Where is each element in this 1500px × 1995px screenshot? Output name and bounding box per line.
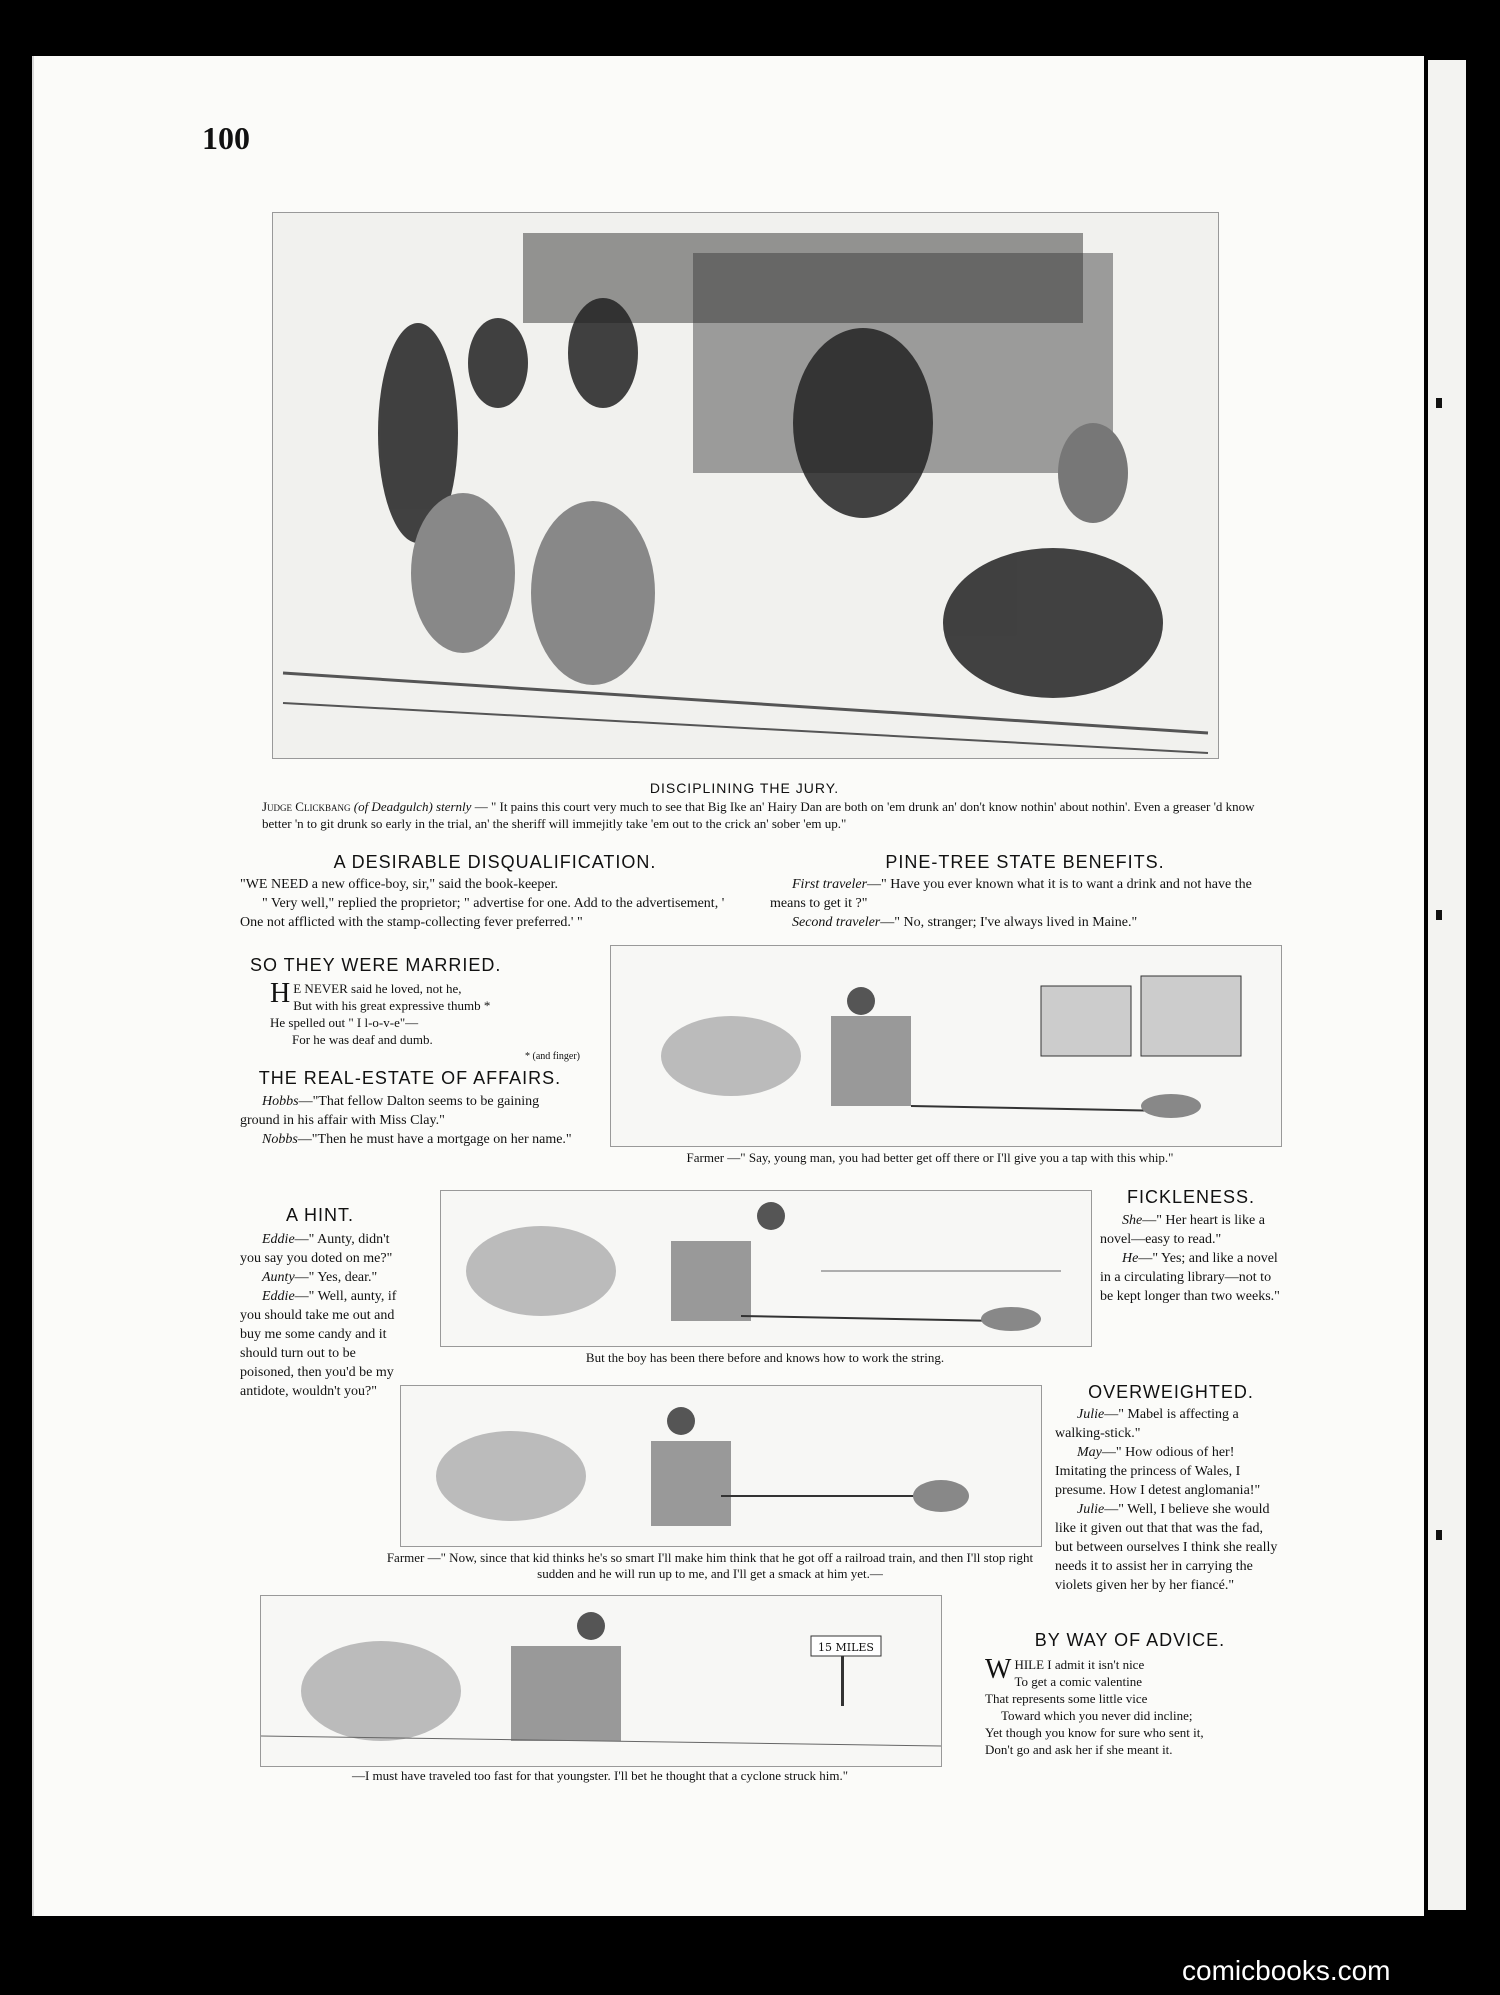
desirable-line2: " Very well," replied the proprietor; " advertise for one. Add to the advertisement, ' One not afflicted with the stamp-collecting fever preferred.' " [240,896,725,930]
comic-caption-3: Farmer —" Now, since that kid thinks he's so smart I'll make him think that he got off a railroad train, and then I'll stop right sudden and he will run up to me, and I'll get a smack at him yet.— [386,1550,1034,1581]
comic-caption-1: Farmer —" Say, young man, you had better get off there or I'll give you a tap with this whip." [686,1150,1174,1165]
page-number: 100 [202,120,250,156]
real-estate-speaker2: Nobbs [262,1132,298,1147]
advice-verse6: Don't go and ask her if she meant it. [985,1742,1173,1757]
hint-title: A HINT. [285,1205,354,1225]
advice-verse3: That represents some little vice [985,1691,1148,1706]
married-verse3: He spelled out " I l-o-v-e"— [270,1015,419,1030]
hint-speaker3: Eddie [262,1289,295,1304]
overweighted-body [1055,1405,1282,1595]
comic-panel-1 [610,945,1282,1147]
advice-title: BY WAY OF ADVICE. [1034,1630,1226,1650]
advice-verse5: Yet though you know for sure who sent it, [985,1725,1204,1740]
milestone-sign-text: 15 MILES [818,1641,874,1654]
hint-line3: —" Well, aunty, if you should take me out and buy me some candy and it should turn out to be poisoned, then you'd be my antidote, wouldn't you?" [240,1289,397,1399]
married-verse4: For he was deaf and dumb. [292,1032,433,1047]
married-title: SO THEY WERE MARRIED. [250,955,502,975]
real-estate-line2: —"Then he must have a mortgage on her name." [297,1132,572,1147]
jury-caption [262,798,1282,832]
advice-verse [985,1656,1285,1758]
desirable-line1: "WE NEED a new office-boy, sir," said the book-keeper. [240,877,558,892]
overweighted-speaker3: Julie [1077,1502,1105,1517]
married-dropcap: H [270,978,291,1009]
site-watermark: comicbooks.com [1182,1955,1391,1986]
advice-verse2: To get a comic valentine [1014,1674,1143,1689]
facing-page-edge [1428,60,1466,1910]
hint-line1: —" Aunty, didn't you say you doted on me?" [240,1232,393,1266]
real-estate-body [240,1092,580,1149]
real-estate-line1: —"That fellow Dalton seems to be gaining ground in his affair with Miss Clay." [240,1094,540,1128]
advice-verse1: HILE I admit it isn't nice [1014,1657,1145,1672]
caption-speaker: Judge Clickbang [262,799,351,814]
overweighted-title: OVERWEIGHTED. [1088,1382,1254,1402]
pine-body [770,875,1280,932]
desirable-body [240,875,750,932]
married-footnote: * (and finger) [525,1051,580,1062]
overweighted-line1: —" Mabel is affecting a walking-stick." [1055,1407,1239,1441]
hint-speaker2: Aunty [262,1270,295,1285]
fickleness-body [1100,1211,1282,1306]
overweighted-speaker2: May [1077,1445,1102,1460]
fickleness-speaker1: She [1122,1213,1143,1228]
comic-panel-2 [440,1190,1092,1347]
advice-verse4: Toward which you never did incline; [1001,1708,1193,1723]
caption-speaker-detail: (of Deadgulch) sternly [353,799,472,814]
fickleness-line2: —" Yes; and like a novel in a circulating library—not to be kept longer than two weeks." [1100,1251,1280,1304]
pine-speaker2: Second traveler [792,915,881,930]
comic-panel-4 [260,1595,942,1767]
comic-caption-2: But the boy has been there before and knows how to work the string. [585,1350,945,1365]
jury-illustration [272,212,1219,759]
jury-title: DISCIPLINING THE JURY. [649,780,840,796]
married-verse2: But with his great expressive thumb * [293,998,491,1013]
married-verse1: E NEVER said he loved, not he, [293,981,462,996]
fickleness-title: FICKLENESS. [1126,1187,1256,1207]
pine-speaker1: First traveler [792,877,868,892]
overweighted-speaker1: Julie [1077,1407,1105,1422]
fickleness-line1: —" Her heart is like a novel—easy to read." [1100,1213,1265,1247]
desirable-title: A DESIRABLE DISQUALIFICATION. [333,852,657,872]
hint-line2: —" Yes, dear." [294,1270,378,1285]
overweighted-line2: —" How odious of her! Imitating the princess of Wales, I presume. How I detest anglomania!" [1055,1445,1261,1498]
fickleness-speaker2: He [1122,1251,1139,1266]
pine-line1: —" Have you ever known what it is to want a drink and not have the means to get it ?" [770,877,1252,911]
advice-dropcap: W [985,1654,1012,1685]
hint-speaker1: Eddie [262,1232,295,1247]
real-estate-title: THE REAL-ESTATE OF AFFAIRS. [258,1068,562,1088]
comic-caption-4: —I must have traveled too fast for that youngster. I'll bet he thought that a cyclone struck him." [351,1768,849,1783]
overweighted-line3: —" Well, I believe she would like it given out that that was the fad, but between ourselves I think she really needs it to assist her in carrying the violets given her by her fiancé." [1055,1502,1278,1593]
caption-text: — " It pains this court very much to see that Big Ike an' Hairy Dan are both on 'em drunk an' don't know nothin' about nothin'. Even a greaser 'd know better 'n to git drunk so early in the trial, an' the sheriff will immejitly take 'em out to the crick an' sober 'em up." [262,799,1255,831]
comic-panel-3 [400,1385,1042,1547]
hint-body [240,1230,400,1401]
real-estate-speaker1: Hobbs [262,1094,299,1109]
pine-line2: —" No, stranger; I've always lived in Maine." [880,915,1138,930]
pine-title: PINE-TREE STATE BENEFITS. [885,852,1165,872]
married-verse [270,980,580,1065]
